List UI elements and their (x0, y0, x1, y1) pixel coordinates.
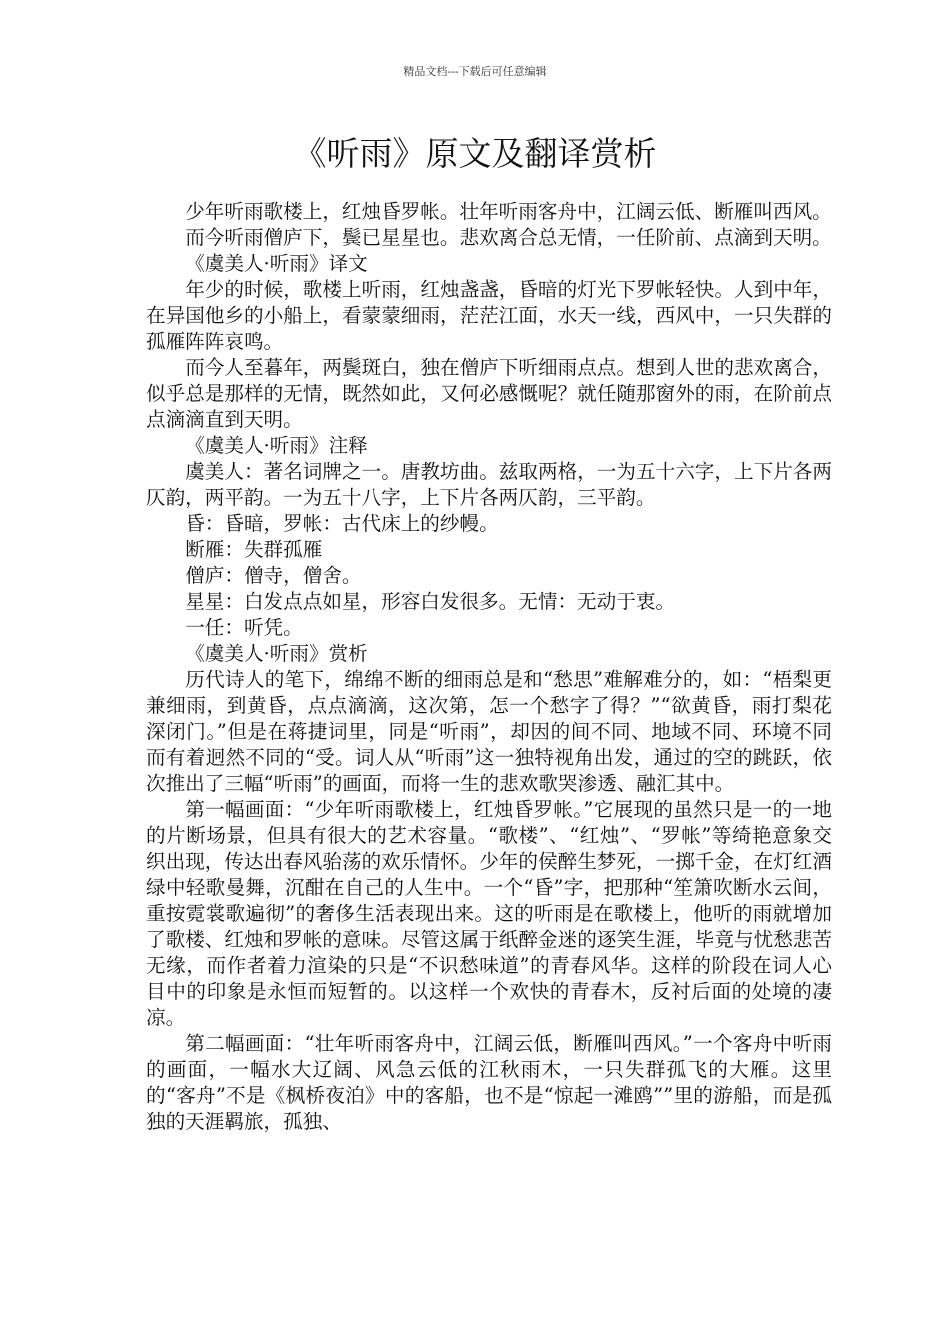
paragraph-translation-2: 而今人至暮年，两鬓斑白，独在僧庐下听细雨点点。想到人世的悲欢离合，似乎总是那样的无情，既然如此，又何必感慨呢？就任随那窗外的雨，在阶前点点滴滴直到天明。 (146, 356, 832, 431)
section-heading-notes: 《虞美人·听雨》注释 (185, 434, 368, 457)
paragraph-appreciation-1: 历代诗人的笔下，绵绵不断的细雨总是和“愁思”难解难分的，如：“梧梨更兼细雨，到黄昏，点点滴滴，这次第，怎一个愁字了得？”“欲黄昏，雨打梨花深闭门。”但是在蒋捷词里，同是“听雨”，却因的间不同、地域不同、环境不同而有着迥然不同的“受。词人从“听雨”这一独特视角出发，通过的空的跳跃，依次推出了三幅“听雨”的画面，而将一生的悲欢歌哭渗透、融汇其中。 (146, 668, 832, 795)
document-body (146, 199, 832, 1135)
paragraph-note-2: 昏：昏暗，罗帐：古代床上的纱幔。 (185, 512, 499, 535)
paragraph-note-6: 一任：听凭。 (185, 616, 303, 639)
paragraph-note-1: 虞美人：著名词牌之一。唐教坊曲。兹取两格，一为五十六字，上下片各两仄韵，两平韵。一为五十八字，上下片各两仄韵，三平韵。 (146, 460, 832, 509)
paragraph-translation-1: 年少的时候，歌楼上听雨，红烛盏盏，昏暗的灯光下罗帐轻快。人到中年，在异国他乡的小船上，看蒙蒙细雨，茫茫江面，水天一线，西风中，一只失群的孤雁阵阵哀鸣。 (146, 278, 832, 353)
paragraph-poem-2: 而今听雨僧庐下，鬓已星星也。悲欢离合总无情，一任阶前、点滴到天明。 (185, 226, 832, 249)
paragraph-appreciation-2: 第一幅画面：“少年听雨歌楼上，红烛昏罗帐。”它展现的虽然只是一的一地的片断场景，但具有很大的艺术容量。“歌楼”、“红烛”、“罗帐”等绮艳意象交织出现，传达出春风骀荡的欢乐情怀。少年的侯醉生梦死，一掷千金，在灯红酒绿中轻歌曼舞，沉酣在自己的人生中。一个“昏”字，把那种“笙箫吹断水云间，重按霓裳歌遍彻”的奢侈生活表现出来。这的听雨是在歌楼上，他听的雨就增加了歌楼、红烛和罗帐的意味。尽管这属于纸醉金迷的逐笑生涯，毕竟与忧愁悲苦无缘，而作者着力渲染的只是“不识愁味道”的青春风华。这样的阶段在词人心目中的印象是永恒而短暂的。以这样一个欢快的青春木，反衬后面的处境的凄凉。 (146, 798, 832, 1029)
paragraph-note-5: 星星：白发点点如星，形容白发很多。无情：无动于衷。 (185, 590, 676, 613)
section-heading-appreciation: 《虞美人·听雨》赏析 (185, 642, 368, 665)
paragraph-note-4: 僧庐：僧寺，僧舍。 (185, 564, 362, 587)
page-header: 精品文档---下载后可任意编辑 (403, 65, 547, 78)
paragraph-note-3: 断雁：失群孤雁 (185, 538, 323, 561)
paragraph-poem-1: 少年听雨歌楼上，红烛昏罗帐。壮年听雨客舟中，江阔云低、断雁叫西风。 (185, 200, 832, 223)
section-heading-translation: 《虞美人·听雨》译文 (185, 252, 368, 275)
page-title: 《听雨》原文及翻译赏析 (293, 134, 657, 173)
paragraph-appreciation-3: 第二幅画面：“壮年听雨客舟中，江阔云低，断雁叫西风。”一个客舟中听雨的画面，一幅水大辽阔、风急云低的江秋雨木，一只失群孤飞的大雁。这里的“客舟”不是《枫桥夜泊》中的客船，也不是“惊起一滩鸥””里的游船，而是孤独的天涯羁旅，孤独、 (146, 1032, 832, 1133)
